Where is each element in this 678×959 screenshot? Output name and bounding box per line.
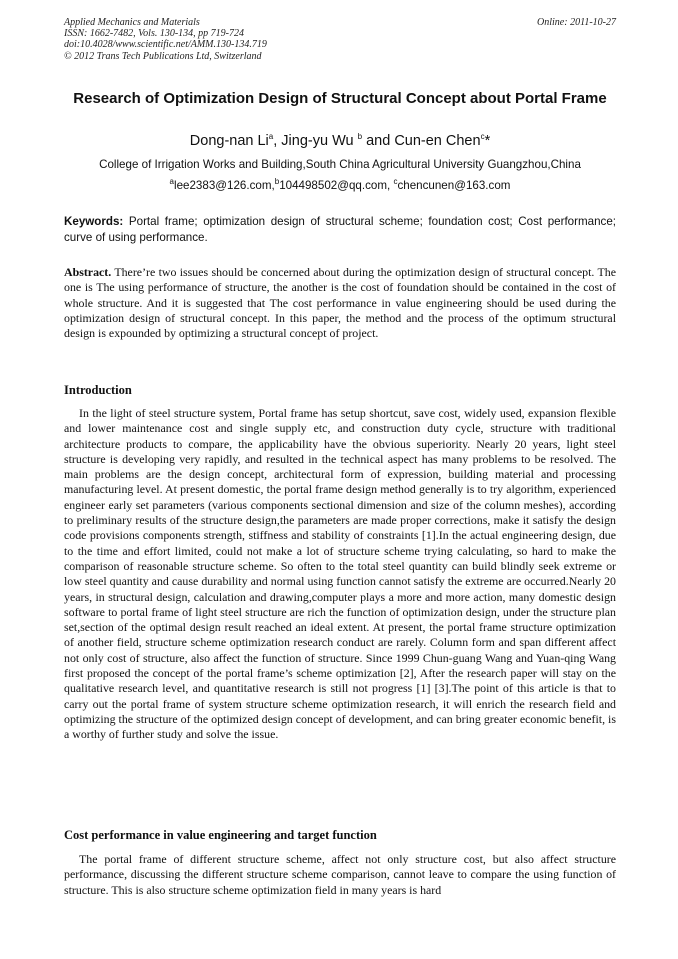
cost-performance-heading: Cost performance in value engineering and target function <box>64 828 377 842</box>
affiliation: College of Irrigation Works and Building,South China Agricultural University Guangzhou,China <box>99 158 581 171</box>
email-c: chencunen@163.com <box>397 179 511 192</box>
paper-title: Research of Optimization Design of Structural Concept about Portal Frame <box>73 90 607 107</box>
journal-name: Applied Mechanics and Materials <box>64 17 200 28</box>
abstract-text: There’re two issues should be concerned about during the optimization design of structural concept. The one is The using performance of structure, the another is the cost of foundation should be contained in the cost of whole structure. And it is suggested that The cost performance in value engineering should be used during the optimization design of structural concept. In this paper, the method and the process of the optimum structural design is expounded by optimizing a structural concept of project. <box>64 265 616 341</box>
introduction-paragraph: In the light of steel structure system, Portal frame has setup shortcut, save cost, widely used, expansion flexible and lower maintenance cost and single supply etc, and construction duty cycle, structure with traditional architecture products to compare, the applicability have the obvious superiority. Nearly 20 years, light steel structure is developing very rapidly, and resulted in the technical aspect has many problems to be resolved. The main problems are the design concept, architectural form of expression, building material and processing manufacturing level. At present domestic, the portal frame design method generally is to try algorithm, experienced engineer early set parameters (various components sectional dimension and size of the column meshes), according to preliminary results of the structure design,the parameters are made proper corrections, make it satisfy the design code provisions components strength, stiffness and stability of constraints [1].In the actual engineering design, due to the time and effort limited, could not make a lot of structure scheme trying calculating, so hard to make the comparison of reasonable structure scheme. So often to the total steel quantity can build blindly seek extreme or low steel quantity and cause durability and normal using function cannot satisfy the extreme are occurred.Nearly 20 years, in structural design, calculation and drawing,computer plays a more and more action, many domestic design software to portal frame of light steel structure are rich the function of optimization design, under the structure plan set,section of the optimal design result reached an ideal extent. At present, the portal frame structure optimization of another field, structure scheme optimization research conduct are rarely. Column form and span different affect not only cost of structure, also affect the function of structure. Since 1999 Chun-guang Wang and Yuan-qing Wang first proposed the concept of the portal frame’s scheme optimization [2], After the research paper will stay on the qualitative research level, and quantitative research is still not progress [1] [3].The point of this article is that to carry out the portal frame of system structure scheme optimization research, it will enrich the research field and optimizing the structure of the optimized design concept of development, and can bring greater economic benefit, is a worthy of further study and solve the issue. <box>64 406 616 742</box>
copyright-line: © 2012 Trans Tech Publications Ltd, Switzerland <box>64 50 262 62</box>
cost-performance-paragraph: The portal frame of different structure scheme, affect not only structure cost, but also affect structure performance, discussing the different structure scheme comparison, cannot leave to compare the using function of structure. This is also structure scheme optimization field in many years is hard <box>64 852 616 897</box>
doi-line: doi:10.4028/www.scientific.net/AMM.130-134.719 <box>64 39 267 51</box>
introduction-heading: Introduction <box>64 383 132 397</box>
author-2-sup: b <box>357 132 363 142</box>
author-2: Jing-yu Wu <box>281 133 354 149</box>
author-1-sup: a <box>268 132 274 142</box>
email-b: 104498502@qq.com, <box>279 179 391 192</box>
journal-header <box>64 17 616 62</box>
author-1: Dong-nan Li <box>189 133 269 149</box>
keywords <box>64 214 616 245</box>
author-3-sup: c <box>480 132 485 142</box>
corresponding-star: * <box>484 133 491 149</box>
abstract <box>64 265 616 341</box>
email-b-sup: b <box>274 177 280 187</box>
email-line <box>64 179 616 192</box>
keywords-text: Portal frame; optimization design of structural scheme; foundation cost; Cost performance; curve of using performance. <box>64 215 616 244</box>
email-a: lee2383@126.com, <box>174 179 275 192</box>
issn-line: ISSN: 1662-7482, Vols. 130-134, pp 719-724 <box>64 28 244 40</box>
author-3: Cun-en Chen <box>394 133 481 149</box>
email-c-sup: c <box>393 177 398 187</box>
online-date: Online: 2011-10-27 <box>537 17 616 28</box>
author-line: Dong-nan Li$^a$, Jing-yu Wu $^b$ and Cun-en Chen$^c$* <box>189 132 491 149</box>
keywords-label: Keywords: <box>64 215 124 228</box>
email-a-sup: a <box>169 177 174 187</box>
abstract-label: Abstract. <box>64 265 112 279</box>
author-and: and <box>366 133 391 149</box>
